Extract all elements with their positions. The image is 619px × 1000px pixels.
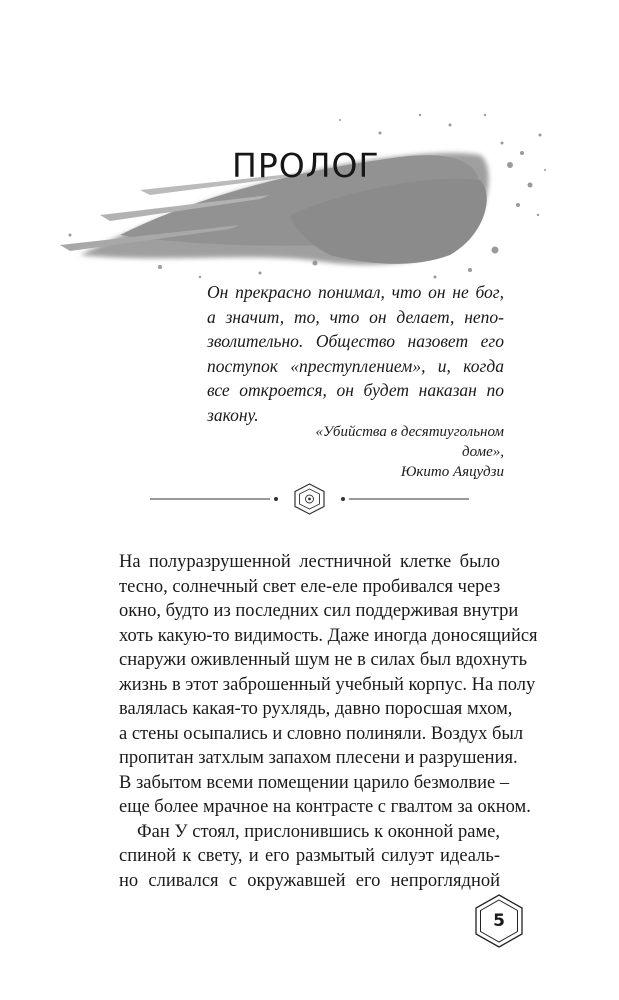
body-line: но сливался с окружавшей его непроглядной bbox=[119, 870, 500, 891]
page-number: 5 bbox=[493, 911, 505, 931]
hexagon-ornament-icon bbox=[150, 482, 469, 516]
epigraph-line: зволительно. Общество назовет его bbox=[207, 331, 504, 351]
body-line: хоть какую-то видимость. Даже иногда доносящийся bbox=[119, 625, 538, 646]
epigraph-line: закону. bbox=[207, 404, 259, 425]
epigraph-line: все откроется, он будет наказан по bbox=[207, 380, 504, 400]
epigraph-line: поступок «преступлением», и, когда bbox=[207, 355, 504, 376]
epigraph bbox=[207, 280, 504, 427]
body-line: спиной к свету, и его размытый силуэт идеаль- bbox=[119, 846, 500, 866]
body-line: В забытом всеми помещении царило безмолвие – bbox=[119, 772, 510, 793]
epigraph-line: Он прекрасно понимал, что он не бог, bbox=[207, 282, 504, 302]
body-line: окно, будто из последних сил поддерживая внутри bbox=[119, 601, 519, 621]
epigraph-author: Юкито Аяцудзи bbox=[400, 464, 504, 480]
chapter-title: ПРОЛОГ bbox=[232, 146, 380, 185]
brush-stroke-decoration bbox=[40, 95, 560, 285]
body-line: жизнь в этот заброшенный учебный корпус. На полу bbox=[119, 674, 536, 695]
body-line: Фан У стоял, прислонившись к оконной раме, bbox=[137, 821, 500, 842]
epigraph-source: «Убийства в десятиугольном доме», bbox=[315, 424, 504, 460]
body-line: еще более мрачное на контрасте с гвалтом за окном. bbox=[119, 797, 531, 817]
body-line: тесно, солнечный свет еле-еле пробивался через bbox=[119, 576, 501, 597]
epigraph-line: а значит, то, что он делает, непо- bbox=[207, 306, 504, 327]
body-line: валялась какая-то рухлядь, давно поросшая мхом, bbox=[119, 699, 513, 719]
epigraph-attribution bbox=[300, 422, 504, 482]
body-line: На полуразрушенной лестничной клетке было bbox=[119, 552, 500, 572]
body-line: пропитан затхлым запахом плесени и разрушения. bbox=[119, 748, 518, 768]
body-text bbox=[119, 550, 538, 893]
body-line: а стены осыпались и словно полиняли. Воздух был bbox=[119, 723, 524, 744]
body-line: снаружи оживленный шум не в силах был вдохнуть bbox=[119, 650, 528, 670]
